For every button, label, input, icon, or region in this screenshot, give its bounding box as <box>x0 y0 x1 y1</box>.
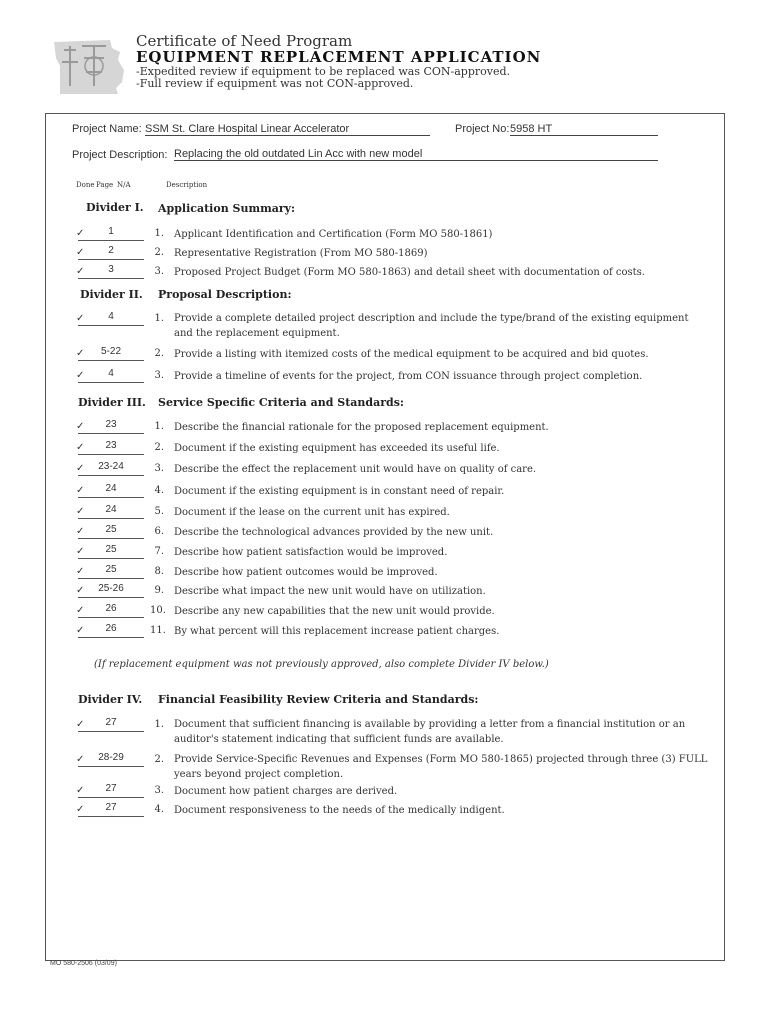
item-number: 1. <box>154 421 164 432</box>
form-number-footer: MO 580-2506 (03/09) <box>50 960 117 967</box>
section-title: Proposal Description: <box>158 288 292 301</box>
project-description-label: Project Description: <box>72 149 168 161</box>
item-number: 3. <box>154 463 164 474</box>
item-number: 6. <box>154 526 164 537</box>
check-mark-icon[interactable]: ✓ <box>76 247 85 258</box>
page-blank-line <box>78 538 144 539</box>
column-na: N/A <box>117 181 131 189</box>
page-reference: 25 <box>105 564 117 575</box>
page-reference: 28-29 <box>98 752 124 763</box>
item-number: 7. <box>154 546 164 557</box>
page-blank-line <box>78 637 144 638</box>
project-no-field[interactable]: 5958 HT <box>510 123 658 136</box>
page-blank-line <box>78 816 144 817</box>
page-blank-line <box>78 454 144 455</box>
page-blank-line <box>78 597 144 598</box>
page-reference: 25 <box>105 544 117 555</box>
header-note: -Expedited review if equipment to be replaced was CON-approved. <box>136 64 511 78</box>
project-no-label: Project No: <box>455 123 510 135</box>
page-reference: 24 <box>105 504 117 515</box>
check-mark-icon[interactable]: ✓ <box>76 605 85 616</box>
check-mark-icon[interactable]: ✓ <box>76 421 85 432</box>
checklist-item: Proposed Project Budget (Form MO 580-1863) and detail sheet with documentation of costs. <box>174 267 645 278</box>
page-reference: 27 <box>105 717 117 728</box>
checklist-item: Applicant Identification and Certification (Form MO 580-1861) <box>174 229 493 240</box>
form-header <box>136 34 541 91</box>
item-number: 2. <box>154 348 164 359</box>
checklist-item: By what percent will this replacement increase patient charges. <box>174 626 500 637</box>
item-number: 5. <box>154 506 164 517</box>
page-reference: 27 <box>105 783 117 794</box>
page-reference: 1 <box>108 226 114 237</box>
check-mark-icon[interactable]: ✓ <box>76 785 85 796</box>
page-reference: 5-22 <box>100 346 121 357</box>
page-blank-line <box>78 433 144 434</box>
checklist-item: Describe the effect the replacement unit would have on quality of care. <box>174 464 537 475</box>
program-name: Certificate of Need Program <box>136 32 353 50</box>
page-reference: 25 <box>105 524 117 535</box>
check-mark-icon[interactable]: ✓ <box>76 585 85 596</box>
check-mark-icon[interactable]: ✓ <box>76 442 85 453</box>
checklist-item: Describe how patient satisfaction would be improved. <box>174 547 448 558</box>
checklist-item: Provide a listing with itemized costs of the medical equipment to be acquired and bid quotes. <box>174 349 649 360</box>
page-blank-line <box>78 259 144 260</box>
checklist-item: Describe how patient outcomes would be improved. <box>174 567 438 578</box>
section-title: Financial Feasibility Review Criteria and Standards: <box>158 693 479 706</box>
page-reference: 4 <box>108 368 114 379</box>
checklist-item: Provide a complete detailed project description and include the type/brand of the existing equipment and the replacement equipment. <box>174 313 689 339</box>
page-blank-line <box>78 617 144 618</box>
item-number: 3. <box>154 266 164 277</box>
check-mark-icon[interactable]: ✓ <box>76 313 85 324</box>
header-note: -Full review if equipment was not CON-approved. <box>136 77 414 91</box>
checklist-item: Provide a timeline of events for the project, from CON issuance through project completion. <box>174 371 643 382</box>
checklist-item: Document if the existing equipment has exceeded its useful life. <box>174 443 500 454</box>
checklist-item: Document responsiveness to the needs of the medically indigent. <box>174 805 505 816</box>
page-blank-line <box>78 558 144 559</box>
check-mark-icon[interactable]: ✓ <box>76 228 85 239</box>
page-blank-line <box>78 360 144 361</box>
section-title: Application Summary: <box>158 202 296 215</box>
page-reference: 23-24 <box>98 461 124 472</box>
divider-label: Divider II. <box>80 288 143 301</box>
page-reference: 25-26 <box>98 583 124 594</box>
checklist-item: Provide Service-Specific Revenues and Expenses (Form MO 580-1865) projected through three (3) FULL years beyond project completion. <box>174 754 708 780</box>
column-page: Page <box>96 181 114 189</box>
page-blank-line <box>78 497 144 498</box>
item-number: 8. <box>154 566 164 577</box>
check-mark-icon[interactable]: ✓ <box>76 566 85 577</box>
item-number: 3. <box>154 785 164 796</box>
page-reference: 24 <box>105 483 117 494</box>
item-number: 1. <box>154 228 164 239</box>
page-blank-line <box>78 278 144 279</box>
column-description: Description <box>166 181 208 189</box>
item-number: 1. <box>154 719 164 730</box>
page-reference: 26 <box>105 623 117 634</box>
page-reference: 23 <box>105 440 117 451</box>
page-blank-line <box>78 382 144 383</box>
checklist-item: Describe the technological advances provided by the new unit. <box>174 527 494 538</box>
project-description-field[interactable]: Replacing the old outdated Lin Acc with new model <box>174 148 658 161</box>
checklist-item: Document if the lease on the current unit has expired. <box>174 507 450 518</box>
item-number: 4. <box>154 485 164 496</box>
divider-label: Divider IV. <box>78 693 143 706</box>
project-name-field[interactable]: SSM St. Clare Hospital Linear Accelerator <box>145 123 430 136</box>
project-name-label: Project Name: <box>72 123 142 135</box>
checklist-item: Describe any new capabilities that the new unit would provide. <box>174 606 495 617</box>
check-mark-icon[interactable]: ✓ <box>76 370 85 381</box>
check-mark-icon[interactable]: ✓ <box>76 266 85 277</box>
page-blank-line <box>78 475 144 476</box>
item-number: 2. <box>154 442 164 453</box>
page-blank-line <box>78 766 144 767</box>
page-blank-line <box>78 240 144 241</box>
missouri-seal-logo <box>50 36 128 98</box>
item-number: 9. <box>154 585 164 596</box>
page-blank-line <box>78 518 144 519</box>
page-blank-line <box>78 578 144 579</box>
check-mark-icon[interactable]: ✓ <box>76 506 85 517</box>
checklist-item: Representative Registration (From MO 580-1869) <box>174 248 428 259</box>
page-blank-line <box>78 797 144 798</box>
page-reference: 23 <box>105 419 117 430</box>
checklist-item: Describe what impact the new unit would have on utilization. <box>174 586 486 597</box>
checklist-item: Describe the financial rationale for the proposed replacement equipment. <box>174 422 549 433</box>
item-number: 3. <box>154 370 164 381</box>
check-mark-icon[interactable]: ✓ <box>76 463 85 474</box>
check-mark-icon[interactable]: ✓ <box>76 546 85 557</box>
item-number: 4. <box>154 804 164 815</box>
check-mark-icon[interactable]: ✓ <box>76 719 85 730</box>
divider-iv-note: (If replacement equipment was not previously approved, also complete Divider IV below.) <box>94 659 549 670</box>
check-mark-icon[interactable]: ✓ <box>76 804 85 815</box>
page-blank-line <box>78 325 144 326</box>
check-mark-icon[interactable]: ✓ <box>76 485 85 496</box>
item-number: 2. <box>154 247 164 258</box>
item-number: 11. <box>150 625 166 636</box>
column-done: Done <box>76 181 95 189</box>
item-number: 10. <box>150 605 166 616</box>
checklist-item: Document that sufficient financing is available by providing a letter from a financial institution or an auditor's statement indicating that sufficient funds are available. <box>174 719 686 745</box>
page-reference: 3 <box>108 264 114 275</box>
check-mark-icon[interactable]: ✓ <box>76 625 85 636</box>
check-mark-icon[interactable]: ✓ <box>76 754 85 765</box>
check-mark-icon[interactable]: ✓ <box>76 348 85 359</box>
checklist-item: Document if the existing equipment is in constant need of repair. <box>174 486 505 497</box>
application-title: EQUIPMENT REPLACEMENT APPLICATION <box>136 47 542 66</box>
page-reference: 26 <box>105 603 117 614</box>
page-reference: 2 <box>108 245 114 256</box>
divider-label: Divider III. <box>78 396 146 409</box>
item-number: 1. <box>154 313 164 324</box>
page-reference: 27 <box>105 802 117 813</box>
check-mark-icon[interactable]: ✓ <box>76 526 85 537</box>
item-number: 2. <box>154 754 164 765</box>
checklist-item: Document how patient charges are derived. <box>174 786 398 797</box>
page-reference: 4 <box>108 311 114 322</box>
divider-label: Divider I. <box>86 201 144 214</box>
section-title: Service Specific Criteria and Standards: <box>158 396 404 409</box>
page-blank-line <box>78 731 144 732</box>
